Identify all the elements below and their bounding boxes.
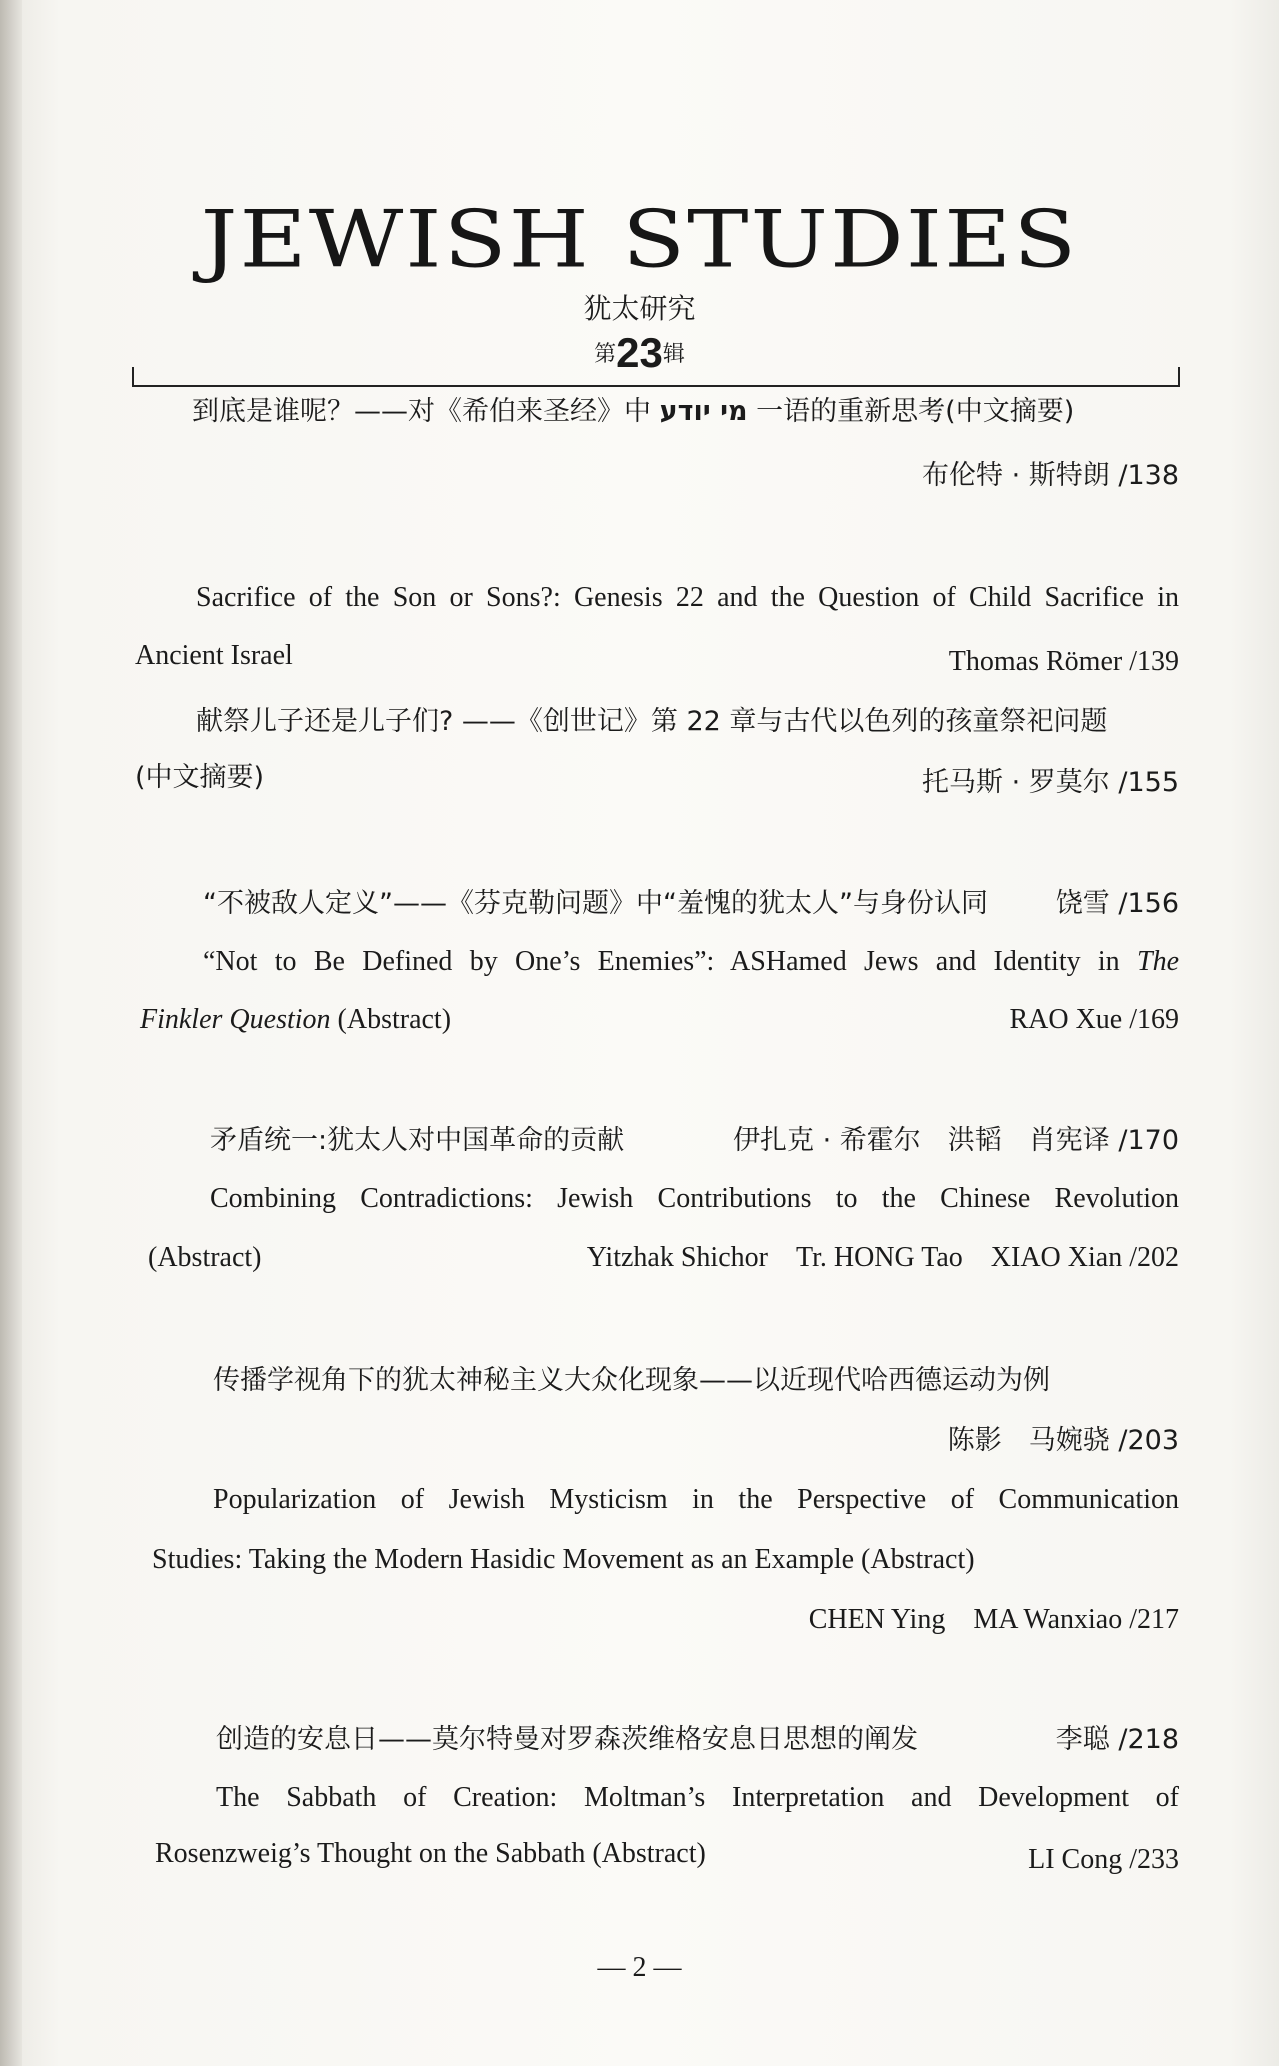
entry-3-en-line2-italic: Finkler Question [140, 1004, 331, 1035]
journal-title: JEWISH STUDIES [200, 194, 1079, 286]
entry-2-cn-author-page: 托马斯 · 罗莫尔 /155 [922, 767, 1179, 798]
entry-3-en-author-page: RAO Xue /169 [1009, 1004, 1179, 1035]
entry-1-hebrew: מי יודע [659, 396, 748, 427]
entry-4-en-author-page: Yitzhak Shichor Tr. HONG Tao XIAO Xian /202 [586, 1242, 1179, 1273]
entry-3-en-line2 [140, 1000, 451, 1040]
entry-4-en-line2: (Abstract) [148, 1242, 262, 1273]
entry-4-en-line1: Combining Contradictions: Jewish Contributions to the Chinese Revolution [210, 1183, 1179, 1214]
entry-2-en-line2: Ancient Israel [135, 640, 293, 671]
issue-prefix: 第 [594, 342, 617, 367]
issue-number: 23 [616, 329, 663, 376]
entry-1-author-page: 布伦特 · 斯特朗 /138 [922, 460, 1179, 491]
entry-3-en-line1 [203, 942, 1179, 982]
entry-3-en-line1-text: “Not to Be Defined by One’s Enemies”: ASHamed Jews and Identity in [203, 946, 1120, 977]
entry-4-cn-author-page: 伊扎克 · 希霍尔 洪韬 肖宪译 /170 [733, 1125, 1179, 1156]
entry-2-cn-line2: (中文摘要) [135, 762, 265, 793]
header-rule [132, 367, 1180, 387]
entry-1-title-part1: 到底是谁呢？——对《希伯来圣经》中 [192, 396, 651, 427]
entry-5-en-line1: Popularization of Jewish Mysticism in the Perspective of Communication [213, 1484, 1179, 1515]
issue-suffix: 辑 [662, 342, 685, 367]
entry-3-cn-author-page: 饶雪 /156 [1055, 888, 1179, 919]
entry-6-cn-author-page: 李聪 /218 [1055, 1724, 1179, 1755]
entry-4-cn-line1: 矛盾统一:犹太人对中国革命的贡献 [210, 1125, 625, 1156]
entry-3-cn-line1: “不被敌人定义”——《芬克勒问题》中“羞愧的犹太人”与身份认同 [203, 888, 988, 919]
entry-3-en-line1-italic: The [1137, 946, 1179, 977]
entry-6-cn-line1: 创造的安息日——莫尔特曼对罗森茨维格安息日思想的阐发 [216, 1724, 918, 1755]
entry-2-en-author-page: Thomas Römer /139 [948, 646, 1179, 677]
entry-3-en-line2-rest: (Abstract) [337, 1004, 452, 1035]
entry-5-cn-line1: 传播学视角下的犹太神秘主义大众化现象——以近现代哈西德运动为例 [213, 1365, 1050, 1396]
entry-2-cn-line1: 献祭儿子还是儿子们? ——《创世记》第 22 章与古代以色列的孩童祭祀问题 [196, 706, 1108, 737]
entry-5-en-line2: Studies: Taking the Modern Hasidic Movement as an Example (Abstract) [152, 1544, 975, 1575]
entry-2-en-line1: Sacrifice of the Son or Sons?: Genesis 22 and the Question of Child Sacrifice in [196, 582, 1179, 613]
entry-5-en-author-page: CHEN Ying MA Wanxiao /217 [808, 1604, 1179, 1635]
entry-5-cn-author-page: 陈影 马婉骁 /203 [947, 1425, 1179, 1456]
entry-1-title [192, 392, 1074, 432]
entry-6-en-line2: Rosenzweig’s Thought on the Sabbath (Abstract) [155, 1838, 706, 1869]
masthead [0, 185, 1279, 377]
journal-title-cn: 犹太研究 [583, 292, 696, 325]
entry-6-en-author-page: LI Cong /233 [1028, 1844, 1179, 1875]
page-number: — 2 — [597, 1952, 682, 1983]
entry-6-en-line1: The Sabbath of Creation: Moltman’s Interpretation and Development of [216, 1782, 1179, 1813]
entry-1-title-part2: 一语的重新思考(中文摘要) [756, 396, 1075, 427]
